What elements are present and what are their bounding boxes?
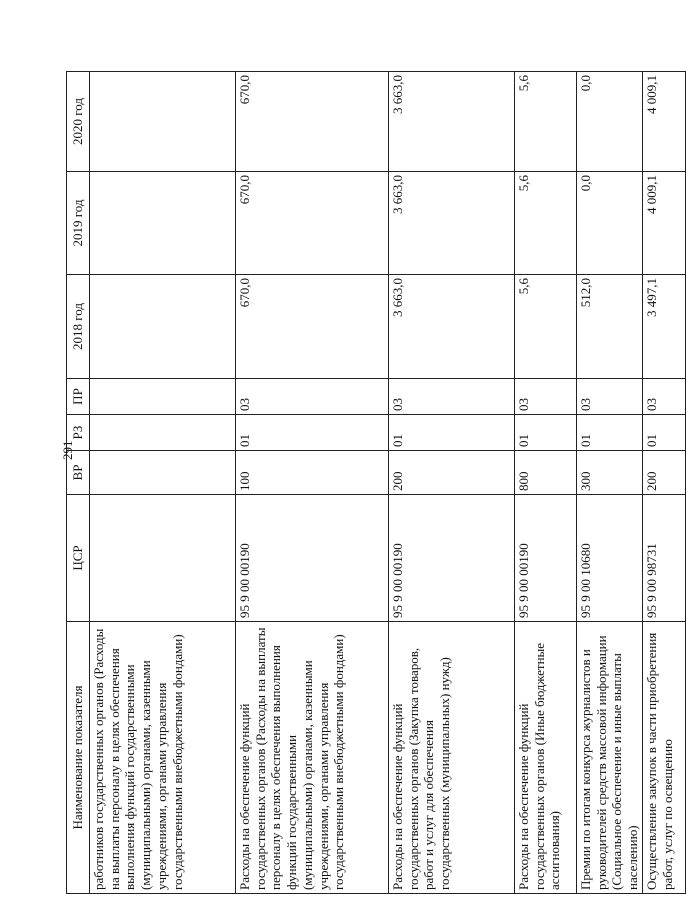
header-rz: РЗ (67, 415, 90, 451)
cell-vr: 100 (236, 451, 389, 495)
budget-table (66, 71, 686, 894)
cell-name: Расходы на обеспечение функций государственных органов (Расходы на выплаты персоналу в целях обеспечения выполнения функций государственными (муниципальными) органами, казенными учреждениями, органами управления государственными внебюджетными фондами) (236, 622, 389, 894)
cell-2018: 5,6 (515, 275, 577, 379)
rotated-table-container (66, 72, 675, 894)
cell-vr: 200 (642, 451, 685, 495)
table-row (642, 72, 685, 894)
cell-pr: 03 (577, 379, 643, 415)
cell-2020: 5,6 (515, 72, 577, 172)
cell-2018 (90, 275, 236, 379)
cell-2020 (90, 72, 236, 172)
table-row (577, 72, 643, 894)
cell-vr (90, 451, 236, 495)
cell-pr (90, 379, 236, 415)
cell-csr: 95 9 00 00190 (236, 495, 389, 622)
cell-csr: 95 9 00 98731 (642, 495, 685, 622)
cell-name: работников государственных органов (Расходы на выплаты персоналу в целях обеспечения выполнения функций государственными (муниципальными) органами, казенными учреждениями, органами управления государственными внебюджетными фондами) (90, 622, 236, 894)
cell-2020: 4 009,1 (642, 72, 685, 172)
cell-csr: 95 9 00 00190 (515, 495, 577, 622)
cell-rz: 01 (236, 415, 389, 451)
cell-2019: 4 009,1 (642, 172, 685, 275)
cell-rz: 01 (515, 415, 577, 451)
cell-name: Расходы на обеспечение функций государственных органов (Закупка товаров, работ и услуг для обеспечения государственных (муниципальных) нужд) (389, 622, 515, 894)
cell-rz: 01 (642, 415, 685, 451)
cell-2020: 0,0 (577, 72, 643, 172)
cell-2020: 670,0 (236, 72, 389, 172)
cell-2019: 5,6 (515, 172, 577, 275)
cell-name: Премии по итогам конкурса журналистов и руководителей средств массовой информации (Социальное обеспечение и иные выплаты населению) (577, 622, 643, 894)
cell-vr: 300 (577, 451, 643, 495)
table-row (236, 72, 389, 894)
cell-pr: 03 (389, 379, 515, 415)
header-2020: 2020 год (67, 72, 90, 172)
header-2019: 2019 год (67, 172, 90, 275)
header-name: Наименование показателя (67, 622, 90, 894)
cell-2019: 3 663,0 (389, 172, 515, 275)
cell-rz: 01 (389, 415, 515, 451)
header-csr: ЦСР (67, 495, 90, 622)
cell-name: Расходы на обеспечение функций государственных органов (Иные бюджетные ассигнования) (515, 622, 577, 894)
cell-pr: 03 (236, 379, 389, 415)
cell-name: Осуществление закупок в части приобретения работ, услуг по освещению (642, 622, 685, 894)
table-row (515, 72, 577, 894)
cell-2019: 670,0 (236, 172, 389, 275)
cell-pr: 03 (642, 379, 685, 415)
cell-pr: 03 (515, 379, 577, 415)
cell-vr: 800 (515, 451, 577, 495)
cell-2018: 3 497,1 (642, 275, 685, 379)
cell-csr (90, 495, 236, 622)
page-number: 291 (60, 440, 75, 460)
table-row (90, 72, 236, 894)
table-header-row (67, 72, 90, 894)
cell-csr: 95 9 00 10680 (577, 495, 643, 622)
cell-2018: 670,0 (236, 275, 389, 379)
cell-2019: 0,0 (577, 172, 643, 275)
header-pr: ПР (67, 379, 90, 415)
cell-2019 (90, 172, 236, 275)
cell-csr: 95 9 00 00190 (389, 495, 515, 622)
cell-vr: 200 (389, 451, 515, 495)
table-row (389, 72, 515, 894)
cell-2018: 512,0 (577, 275, 643, 379)
cell-rz: 01 (577, 415, 643, 451)
header-2018: 2018 год (67, 275, 90, 379)
header-vr: ВР (67, 451, 90, 495)
cell-rz (90, 415, 236, 451)
cell-2018: 3 663,0 (389, 275, 515, 379)
cell-2020: 3 663,0 (389, 72, 515, 172)
